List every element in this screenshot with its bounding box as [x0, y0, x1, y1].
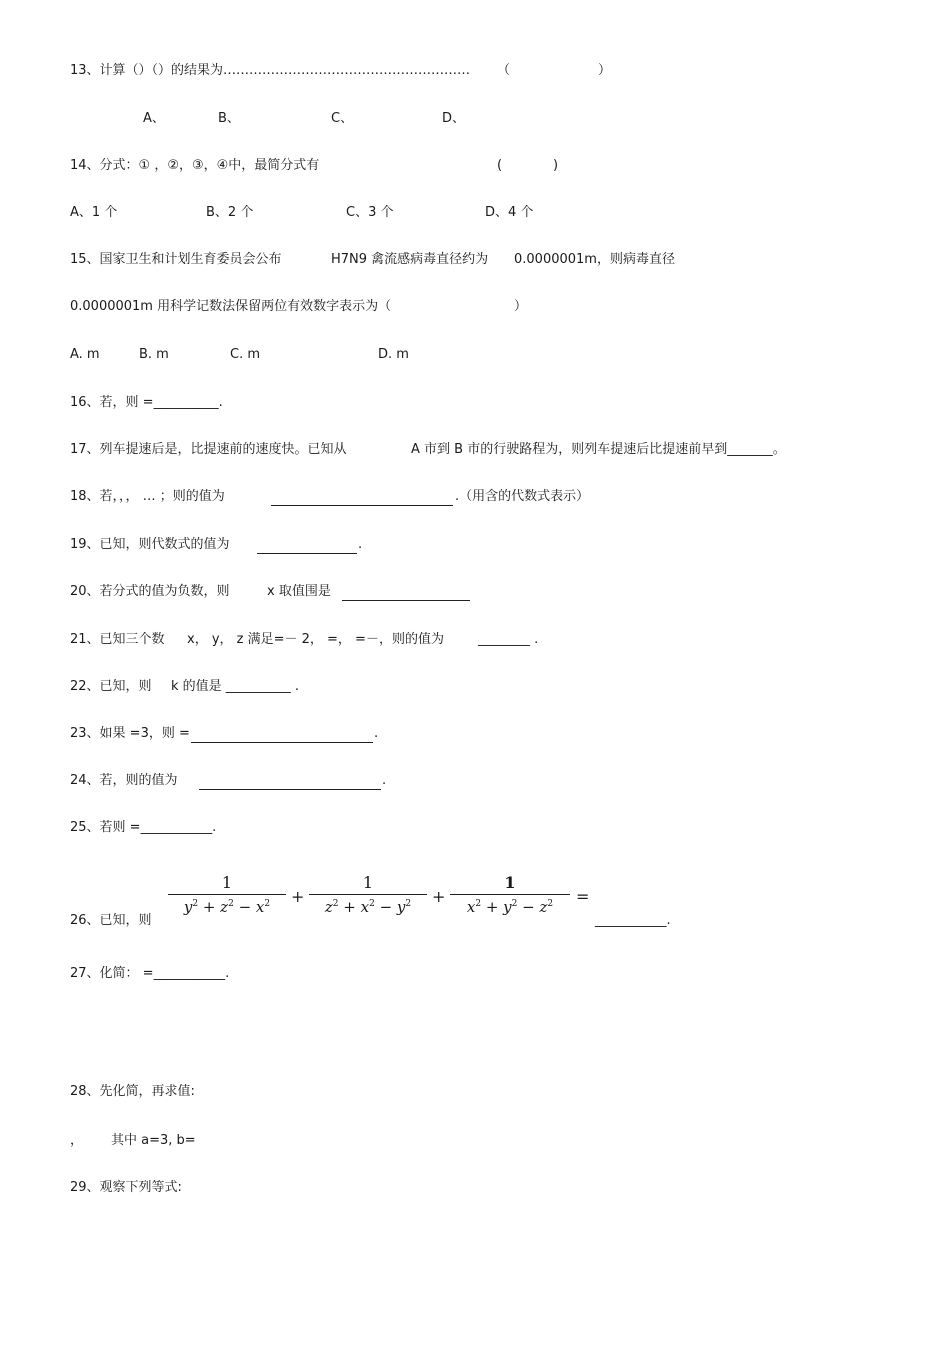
q26-fraction-3-denominator: $x^2 + y^2 - z^2$ — [466, 898, 554, 916]
q27-text: 27、化简： =___________. — [70, 966, 230, 981]
q15-line2: 0.0000001m 用科学记数法保留两位有效数字表示为（ — [70, 299, 392, 314]
q16-text: 16、若，则 =__________. — [70, 395, 223, 410]
q13-paren-close: ） — [598, 63, 612, 78]
q18-text: 18、若，，， … ；则的值为 — [70, 489, 225, 504]
q21-tail: ________ . — [478, 632, 539, 647]
q26-text: 26、已知，则 — [70, 913, 152, 928]
q20-text-b: x 取值围是 — [267, 584, 331, 599]
q15-line2-close: ） — [514, 299, 528, 314]
q15-line1-a: 15、国家卫生和计划生育委员会公布 — [70, 252, 282, 267]
q13-option-a: A、 — [143, 111, 165, 126]
q19-text: 19、已知，则代数式的值为 — [70, 537, 230, 552]
q14-option-b: B、2 个 — [206, 205, 254, 220]
q28-title: 28、先化简，再求值: — [70, 1084, 195, 1099]
q20-text-a: 20、若分式的值为负数，则 — [70, 584, 230, 599]
q15-option-a: A. m — [70, 347, 100, 362]
q26-fraction-2-denominator: $z^2 + x^2 - y^2$ — [324, 898, 412, 916]
q18-answer-blank[interactable] — [271, 505, 453, 506]
q15-option-c: C. m — [230, 347, 261, 362]
q23-text: 23、如果 =3，则 = — [70, 726, 190, 741]
q19-tail: . — [358, 537, 363, 552]
q29-title: 29、观察下列等式: — [70, 1180, 182, 1195]
q26-fraction-3-numerator: 1 — [504, 873, 516, 892]
q26-fraction-1-numerator: 1 — [221, 873, 233, 892]
q14-paren-close: ) — [553, 158, 559, 173]
q14-option-c: C、3 个 — [346, 205, 394, 220]
q24-text: 24、若，则的值为 — [70, 773, 178, 788]
q17-text-b: A 市到 B 市的行驶路程为，则列车提速后比提速前早到_______。 — [411, 442, 786, 457]
q23-tail: . — [374, 726, 379, 741]
q13-option-c: C、 — [331, 111, 354, 126]
q21-text-a: 21、已知三个数 — [70, 632, 165, 647]
q13-option-d: D、 — [442, 111, 466, 126]
q24-answer-blank[interactable] — [199, 789, 381, 790]
q25-text: 25、若则 =___________. — [70, 820, 217, 835]
q15-line1-c: 0.0000001m，则病毒直径 — [514, 252, 675, 267]
q26-fraction-1 — [168, 874, 286, 916]
q14-option-d: D、4 个 — [485, 205, 534, 220]
q20-answer-blank[interactable] — [342, 600, 470, 601]
q22-text-b: k 的值是 __________ . — [171, 679, 300, 694]
q14-paren-open: ( — [497, 158, 503, 173]
q19-answer-blank[interactable] — [257, 553, 357, 554]
q17-text-a: 17、列车提速后是，比提速前的速度快。已知从 — [70, 442, 347, 457]
q14-stem: 14、分式：① ，②，③，④中，最简分式有 — [70, 158, 320, 173]
q22-text-a: 22、已知，则 — [70, 679, 152, 694]
q28-condition: 其中 a=3, b= — [111, 1133, 196, 1148]
q18-tail: .（用含的代数式表示） — [455, 489, 590, 504]
q26-tail: ___________. — [595, 913, 671, 928]
q15-option-b: B. m — [139, 347, 169, 362]
q13-stem: 13、计算（）（）的结果为………………………………………………… — [70, 63, 471, 78]
q26-plus-2: + — [432, 887, 446, 906]
q23-answer-blank[interactable] — [191, 742, 373, 743]
q28-comma: ， — [70, 1133, 84, 1148]
q26-plus-1: + — [291, 887, 305, 906]
q15-option-d: D. m — [378, 347, 409, 362]
q13-option-b: B、 — [218, 111, 240, 126]
q26-fraction-2-numerator: 1 — [362, 873, 374, 892]
q26-fraction-3 — [450, 874, 570, 916]
q15-line1-b: H7N9 禽流感病毒直径约为 — [331, 252, 489, 267]
q26-equals: = — [576, 887, 590, 906]
q26-fraction-1-denominator: $y^2 + z^2 - x^2$ — [183, 898, 271, 916]
q13-paren-open: （ — [497, 63, 511, 78]
q21-text-b: x， y， z 满足=－ 2， =， =－，则的值为 — [187, 632, 444, 647]
q24-tail: . — [382, 773, 387, 788]
q26-fraction-2 — [309, 874, 427, 916]
q14-option-a: A、1 个 — [70, 205, 118, 220]
